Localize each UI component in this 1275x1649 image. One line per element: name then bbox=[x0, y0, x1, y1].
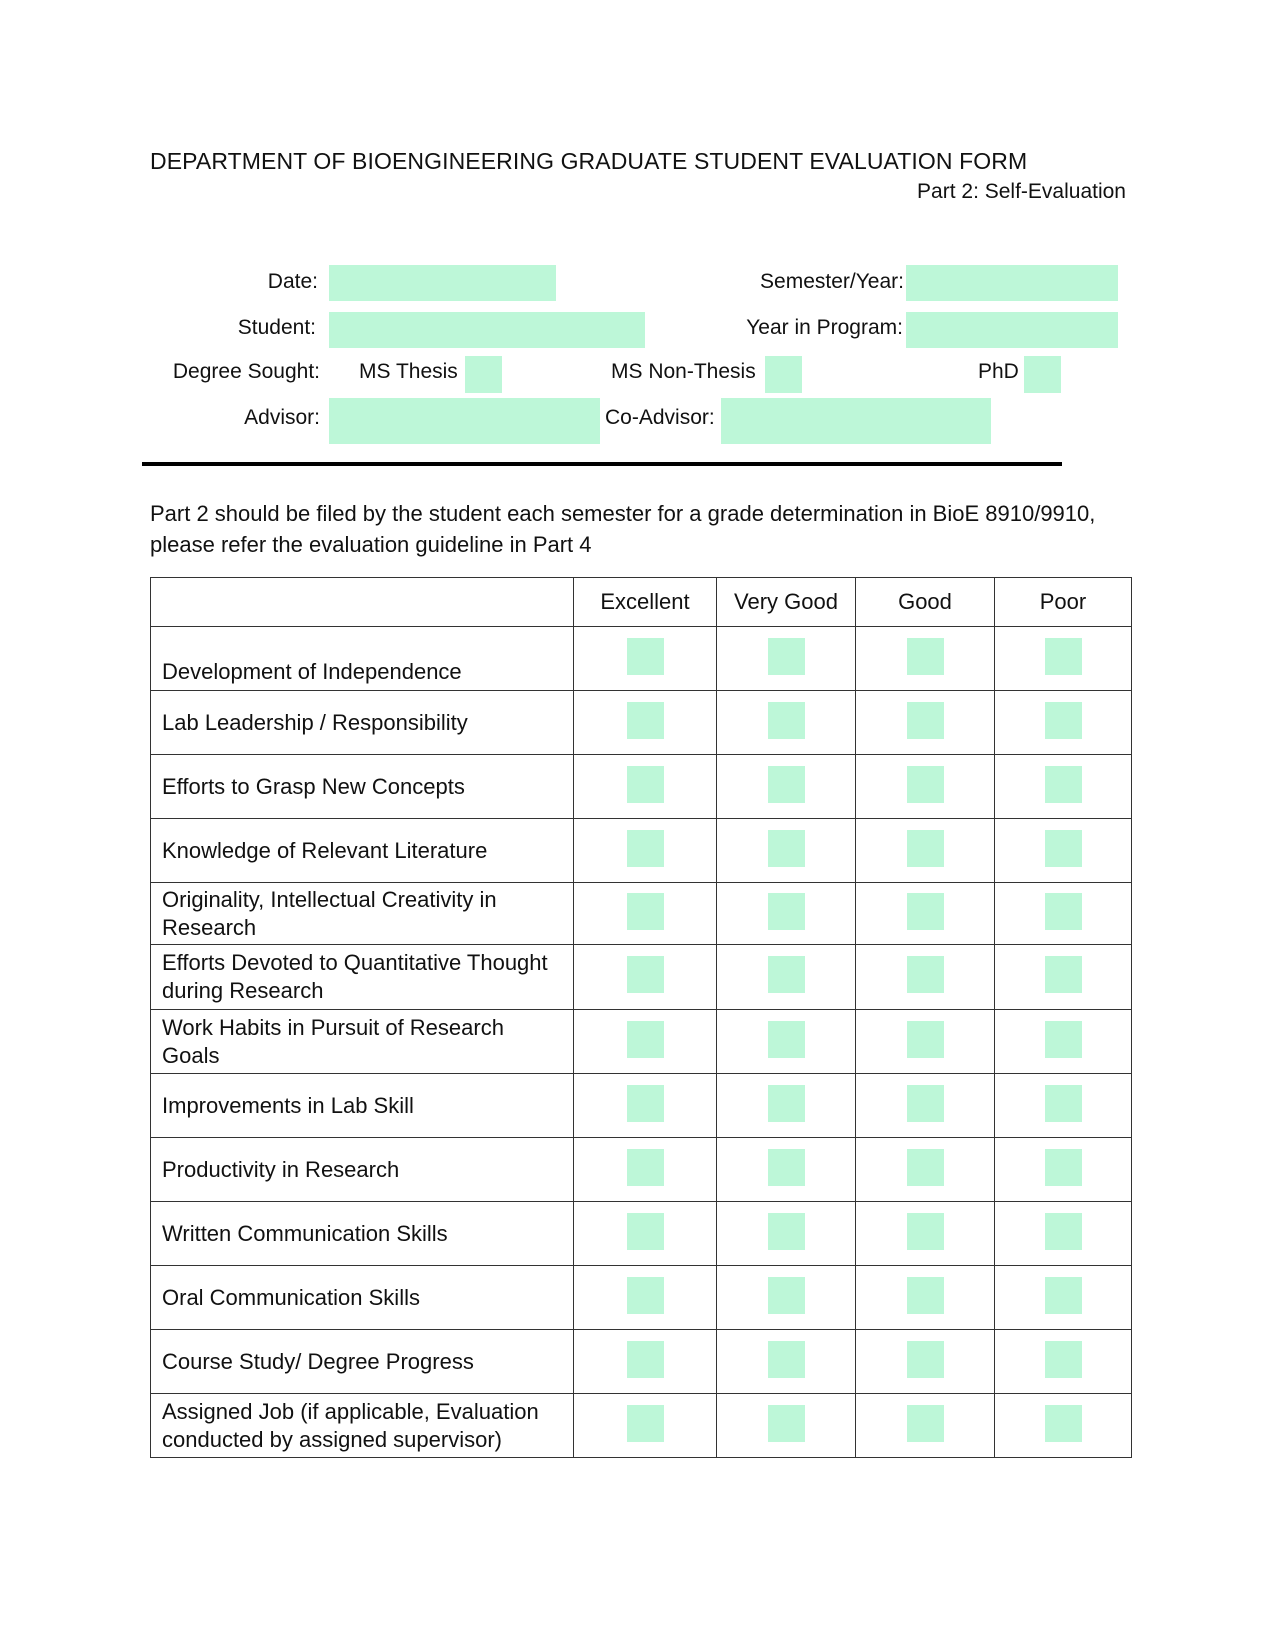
student-label: Student: bbox=[237, 316, 316, 339]
rating-checkbox-poor[interactable] bbox=[1045, 1277, 1082, 1314]
rating-checkbox-good[interactable] bbox=[907, 830, 944, 867]
rating-checkbox-good[interactable] bbox=[907, 1021, 944, 1058]
rating-cell-poor bbox=[995, 1394, 1132, 1458]
rating-cell-very-good bbox=[717, 945, 856, 1010]
rating-cell-poor bbox=[995, 1074, 1132, 1138]
criterion-column-header bbox=[151, 578, 574, 627]
year-in-program-field[interactable] bbox=[906, 312, 1118, 348]
rating-checkbox-poor[interactable] bbox=[1045, 638, 1082, 675]
rating-cell-good bbox=[856, 755, 995, 819]
rating-cell-excellent bbox=[574, 755, 717, 819]
rating-cell-good bbox=[856, 1330, 995, 1394]
rating-checkbox-poor[interactable] bbox=[1045, 893, 1082, 930]
rating-checkbox-poor[interactable] bbox=[1045, 956, 1082, 993]
date-label: Date: bbox=[267, 270, 318, 293]
criterion-label: Productivity in Research bbox=[151, 1138, 574, 1202]
rating-checkbox-good[interactable] bbox=[907, 1341, 944, 1378]
rating-checkbox-very-good[interactable] bbox=[768, 1405, 805, 1442]
rating-checkbox-very-good[interactable] bbox=[768, 1277, 805, 1314]
ms-thesis-checkbox[interactable] bbox=[465, 356, 502, 393]
rating-cell-excellent bbox=[574, 1394, 717, 1458]
rating-checkbox-very-good[interactable] bbox=[768, 766, 805, 803]
table-header-row bbox=[151, 578, 1132, 627]
rating-cell-good bbox=[856, 627, 995, 691]
column-header-excellent: Excellent bbox=[574, 578, 717, 627]
rating-cell-excellent bbox=[574, 1010, 717, 1074]
rating-checkbox-excellent[interactable] bbox=[627, 702, 664, 739]
rating-checkbox-excellent[interactable] bbox=[627, 1405, 664, 1442]
phd-checkbox[interactable] bbox=[1024, 356, 1061, 393]
rating-checkbox-good[interactable] bbox=[907, 893, 944, 930]
criterion-label: Originality, Intellectual Creativity in Research bbox=[151, 883, 574, 945]
column-header-good: Good bbox=[856, 578, 995, 627]
rating-cell-poor bbox=[995, 1138, 1132, 1202]
rating-checkbox-very-good[interactable] bbox=[768, 956, 805, 993]
rating-cell-very-good bbox=[717, 819, 856, 883]
rating-checkbox-very-good[interactable] bbox=[768, 702, 805, 739]
table-row bbox=[151, 691, 1132, 755]
rating-checkbox-good[interactable] bbox=[907, 956, 944, 993]
rating-checkbox-excellent[interactable] bbox=[627, 830, 664, 867]
table-row bbox=[151, 1394, 1132, 1458]
rating-checkbox-poor[interactable] bbox=[1045, 702, 1082, 739]
student-field[interactable] bbox=[329, 312, 645, 348]
rating-checkbox-excellent[interactable] bbox=[627, 956, 664, 993]
criterion-label: Assigned Job (if applicable, Evaluation conducted by assigned supervisor) bbox=[151, 1394, 574, 1458]
rating-checkbox-poor[interactable] bbox=[1045, 766, 1082, 803]
table-row bbox=[151, 627, 1132, 691]
rating-cell-excellent bbox=[574, 1138, 717, 1202]
table-row bbox=[151, 819, 1132, 883]
date-field[interactable] bbox=[329, 265, 556, 301]
rating-cell-very-good bbox=[717, 1010, 856, 1074]
rating-checkbox-very-good[interactable] bbox=[768, 830, 805, 867]
rating-cell-very-good bbox=[717, 627, 856, 691]
rating-cell-poor bbox=[995, 1330, 1132, 1394]
rating-cell-very-good bbox=[717, 755, 856, 819]
rating-checkbox-excellent[interactable] bbox=[627, 1085, 664, 1122]
rating-checkbox-very-good[interactable] bbox=[768, 1021, 805, 1058]
table-row bbox=[151, 1266, 1132, 1330]
criterion-label: Lab Leadership / Responsibility bbox=[151, 691, 574, 755]
rating-checkbox-excellent[interactable] bbox=[627, 893, 664, 930]
table-row bbox=[151, 945, 1132, 1010]
rating-checkbox-poor[interactable] bbox=[1045, 1085, 1082, 1122]
rating-cell-very-good bbox=[717, 1330, 856, 1394]
rating-checkbox-very-good[interactable] bbox=[768, 1341, 805, 1378]
criterion-label: Improvements in Lab Skill bbox=[151, 1074, 574, 1138]
rating-cell-good bbox=[856, 1266, 995, 1330]
rating-cell-excellent bbox=[574, 883, 717, 945]
co-advisor-label: Co-Advisor: bbox=[605, 406, 715, 429]
table-row bbox=[151, 1330, 1132, 1394]
co-advisor-field[interactable] bbox=[721, 398, 991, 444]
rating-checkbox-excellent[interactable] bbox=[627, 1277, 664, 1314]
rating-cell-excellent bbox=[574, 945, 717, 1010]
rating-checkbox-poor[interactable] bbox=[1045, 1405, 1082, 1442]
year-in-program-label: Year in Program: bbox=[746, 316, 903, 339]
rating-checkbox-poor[interactable] bbox=[1045, 1149, 1082, 1186]
rating-cell-very-good bbox=[717, 1138, 856, 1202]
form-subtitle: Part 2: Self-Evaluation bbox=[917, 180, 1126, 203]
rating-checkbox-very-good[interactable] bbox=[768, 638, 805, 675]
rating-checkbox-good[interactable] bbox=[907, 1277, 944, 1314]
rating-cell-good bbox=[856, 1010, 995, 1074]
rating-cell-excellent bbox=[574, 819, 717, 883]
rating-checkbox-good[interactable] bbox=[907, 1085, 944, 1122]
semester-year-label: Semester/Year: bbox=[760, 270, 904, 293]
table-row bbox=[151, 1138, 1132, 1202]
rating-checkbox-good[interactable] bbox=[907, 702, 944, 739]
rating-cell-poor bbox=[995, 1010, 1132, 1074]
ms-non-thesis-checkbox[interactable] bbox=[765, 356, 802, 393]
ms-thesis-label: MS Thesis bbox=[359, 360, 458, 383]
rating-cell-excellent bbox=[574, 1330, 717, 1394]
phd-label: PhD bbox=[978, 360, 1019, 383]
rating-checkbox-good[interactable] bbox=[907, 766, 944, 803]
rating-cell-poor bbox=[995, 883, 1132, 945]
rating-checkbox-poor[interactable] bbox=[1045, 830, 1082, 867]
rating-checkbox-poor[interactable] bbox=[1045, 1213, 1082, 1250]
column-header-very-good: Very Good bbox=[717, 578, 856, 627]
rating-cell-good bbox=[856, 1394, 995, 1458]
degree-sought-label: Degree Sought: bbox=[172, 360, 320, 383]
table-row bbox=[151, 1010, 1132, 1074]
table-row bbox=[151, 755, 1132, 819]
rating-cell-poor bbox=[995, 1202, 1132, 1266]
rating-checkbox-excellent[interactable] bbox=[627, 1149, 664, 1186]
form-title: DEPARTMENT OF BIOENGINEERING GRADUATE STUDENT EVALUATION FORM bbox=[150, 148, 1028, 174]
instructions-text: Part 2 should be filed by the student each semester for a grade determination in BioE 8910/9910, please refer the evaluation guideline in Part 4 bbox=[150, 501, 1096, 557]
rating-cell-very-good bbox=[717, 1074, 856, 1138]
rating-checkbox-good[interactable] bbox=[907, 638, 944, 675]
rating-cell-excellent bbox=[574, 1074, 717, 1138]
rating-cell-good bbox=[856, 1138, 995, 1202]
rating-cell-very-good bbox=[717, 883, 856, 945]
rating-checkbox-excellent[interactable] bbox=[627, 638, 664, 675]
rating-checkbox-very-good[interactable] bbox=[768, 1213, 805, 1250]
rating-checkbox-excellent[interactable] bbox=[627, 766, 664, 803]
section-divider bbox=[142, 462, 1062, 466]
rating-checkbox-very-good[interactable] bbox=[768, 893, 805, 930]
rating-cell-very-good bbox=[717, 691, 856, 755]
criterion-label: Work Habits in Pursuit of Research Goals bbox=[151, 1010, 574, 1074]
criterion-label: Efforts to Grasp New Concepts bbox=[151, 755, 574, 819]
rating-checkbox-excellent[interactable] bbox=[627, 1021, 664, 1058]
semester-year-field[interactable] bbox=[906, 265, 1118, 301]
rating-cell-excellent bbox=[574, 1266, 717, 1330]
rating-cell-excellent bbox=[574, 1202, 717, 1266]
rating-cell-poor bbox=[995, 691, 1132, 755]
advisor-field[interactable] bbox=[329, 398, 600, 444]
table-row bbox=[151, 1202, 1132, 1266]
rating-cell-poor bbox=[995, 1266, 1132, 1330]
rating-cell-good bbox=[856, 1202, 995, 1266]
criterion-label: Development of Independence bbox=[151, 627, 574, 691]
rating-cell-excellent bbox=[574, 691, 717, 755]
criterion-label: Knowledge of Relevant Literature bbox=[151, 819, 574, 883]
table-row bbox=[151, 1074, 1132, 1138]
rating-cell-poor bbox=[995, 627, 1132, 691]
rating-checkbox-good[interactable] bbox=[907, 1405, 944, 1442]
criterion-label: Course Study/ Degree Progress bbox=[151, 1330, 574, 1394]
rating-cell-good bbox=[856, 691, 995, 755]
column-header-poor: Poor bbox=[995, 578, 1132, 627]
rating-checkbox-good[interactable] bbox=[907, 1149, 944, 1186]
rating-cell-good bbox=[856, 945, 995, 1010]
rating-cell-good bbox=[856, 1074, 995, 1138]
criterion-label: Oral Communication Skills bbox=[151, 1266, 574, 1330]
rating-checkbox-poor[interactable] bbox=[1045, 1341, 1082, 1378]
rating-cell-good bbox=[856, 819, 995, 883]
rating-checkbox-good[interactable] bbox=[907, 1213, 944, 1250]
rating-cell-good bbox=[856, 883, 995, 945]
rating-checkbox-excellent[interactable] bbox=[627, 1213, 664, 1250]
rating-cell-poor bbox=[995, 819, 1132, 883]
rating-cell-excellent bbox=[574, 627, 717, 691]
rating-cell-very-good bbox=[717, 1266, 856, 1330]
ms-non-thesis-label: MS Non-Thesis bbox=[611, 360, 756, 383]
rating-cell-poor bbox=[995, 755, 1132, 819]
rating-checkbox-very-good[interactable] bbox=[768, 1149, 805, 1186]
advisor-label: Advisor: bbox=[244, 406, 320, 429]
rating-checkbox-very-good[interactable] bbox=[768, 1085, 805, 1122]
table-row bbox=[151, 883, 1132, 945]
rating-checkbox-excellent[interactable] bbox=[627, 1341, 664, 1378]
criterion-label: Efforts Devoted to Quantitative Thought during Research bbox=[151, 945, 574, 1010]
rating-cell-poor bbox=[995, 945, 1132, 1010]
criterion-label: Written Communication Skills bbox=[151, 1202, 574, 1266]
rating-cell-very-good bbox=[717, 1202, 856, 1266]
evaluation-table bbox=[150, 577, 1132, 1458]
rating-checkbox-poor[interactable] bbox=[1045, 1021, 1082, 1058]
rating-cell-very-good bbox=[717, 1394, 856, 1458]
